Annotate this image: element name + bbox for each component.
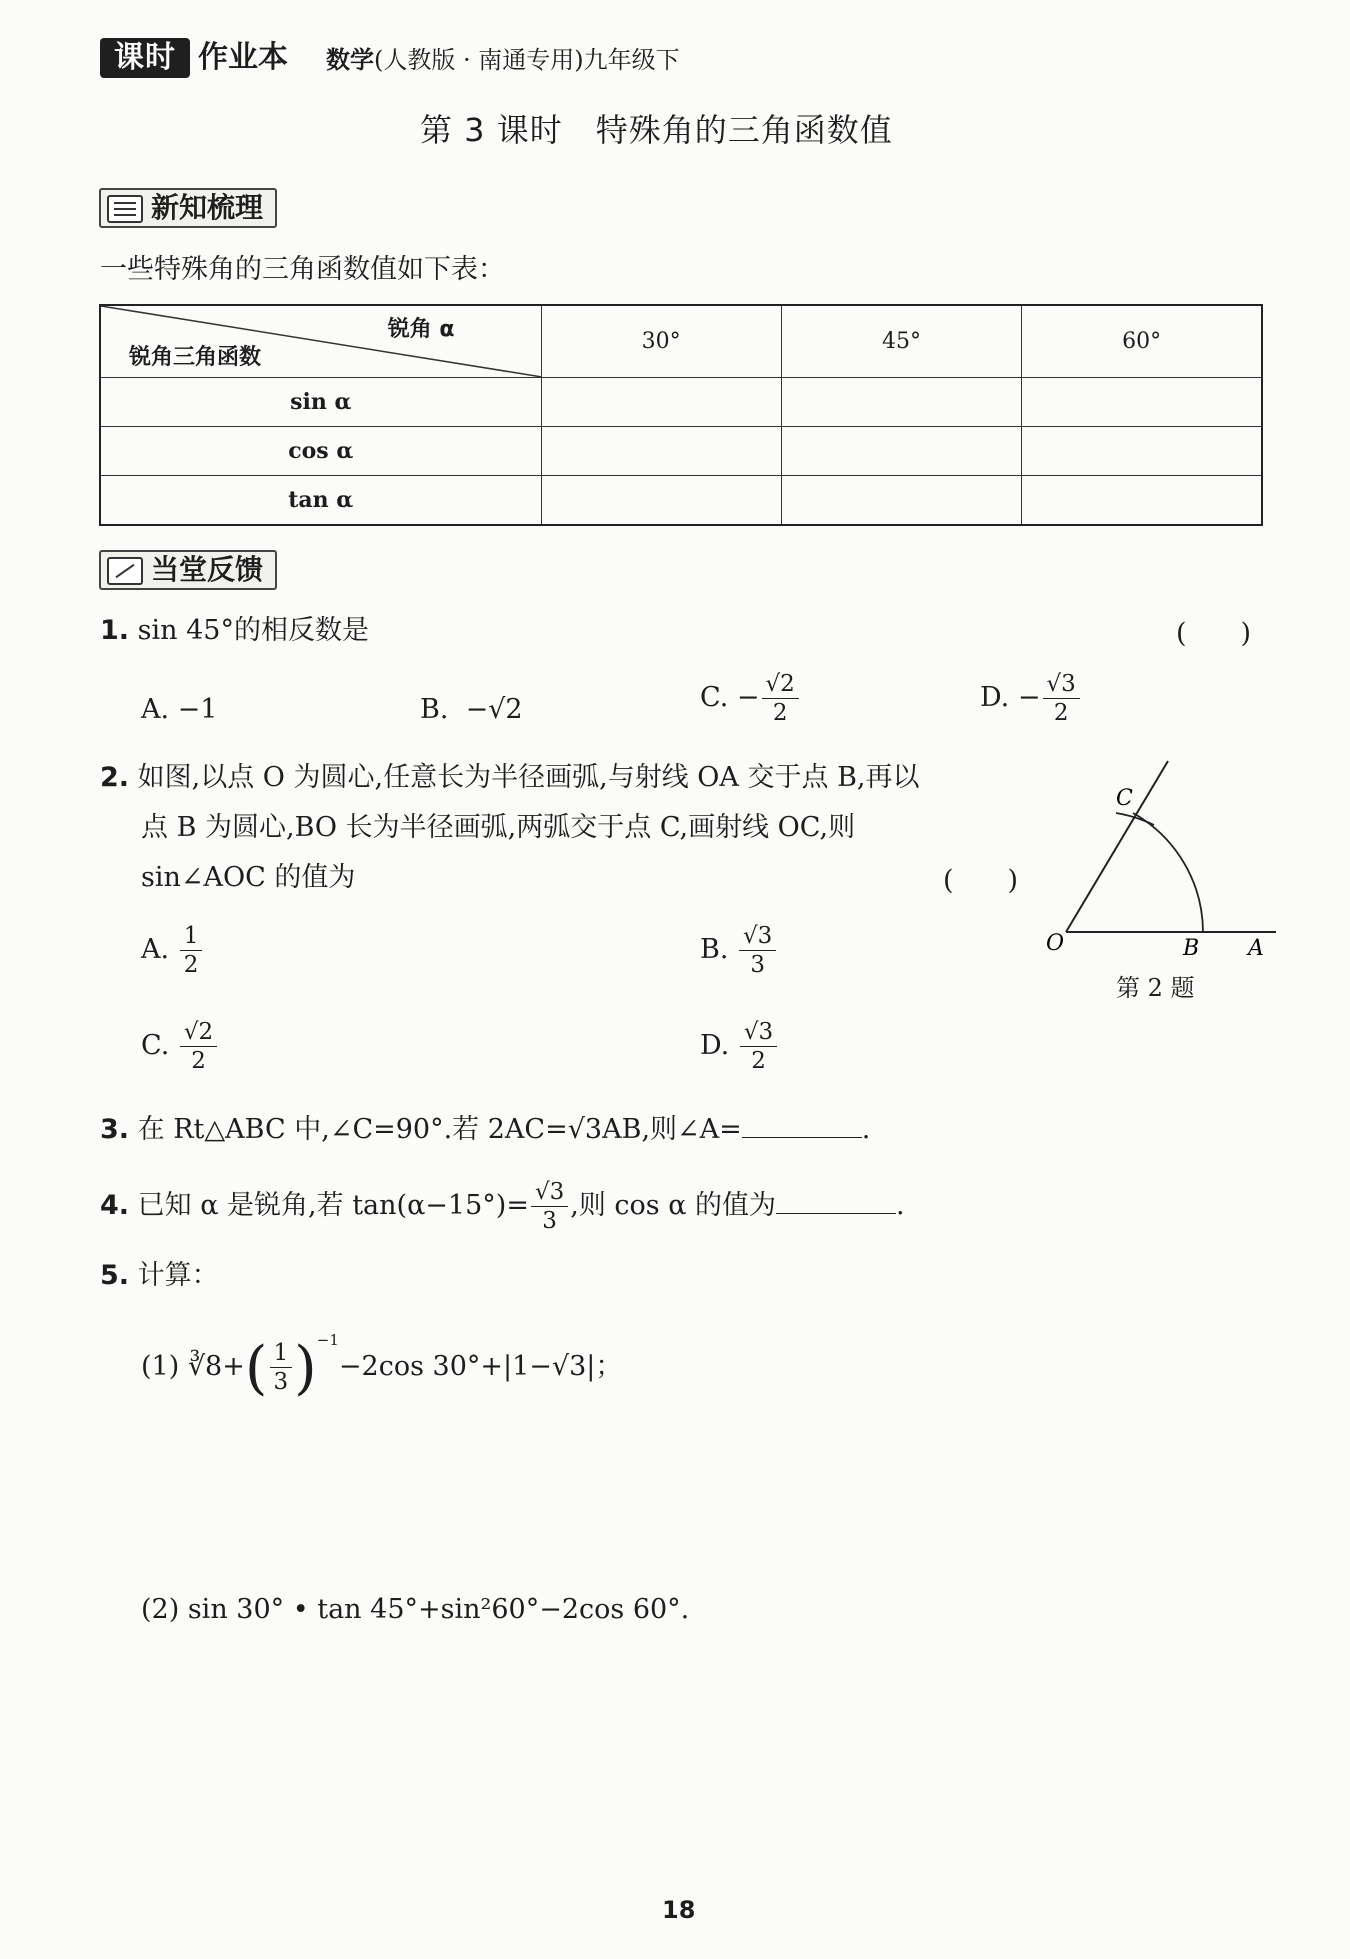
expression-rest: −2cos 30°+|1−√3|； bbox=[338, 1351, 623, 1382]
question-end: . bbox=[896, 1190, 905, 1221]
question-number: 5. bbox=[100, 1260, 130, 1291]
fraction bbox=[739, 922, 776, 979]
q1-option-a[interactable]: A. −1 bbox=[141, 694, 218, 725]
option-value: −√2 bbox=[465, 694, 523, 725]
question-end: . bbox=[861, 1114, 871, 1145]
section-heading-new-knowledge bbox=[99, 188, 277, 228]
q2-option-c[interactable] bbox=[141, 1018, 219, 1075]
option-label: A. bbox=[141, 934, 170, 965]
answer-blank[interactable] bbox=[776, 1187, 896, 1214]
q5-part-2: (2) sin 30° • tan 45°+sin²60°−2cos 60°. bbox=[141, 1594, 690, 1625]
fraction bbox=[740, 1018, 777, 1075]
table-cell[interactable] bbox=[781, 476, 1021, 526]
row-label-tan: tan α bbox=[100, 476, 541, 526]
q1-option-c[interactable] bbox=[700, 670, 801, 727]
fraction bbox=[762, 670, 799, 727]
question-text: 已知 α 是锐角,若 tan(α−15°)= bbox=[137, 1190, 529, 1221]
minus-sign: − bbox=[736, 682, 760, 713]
q1-option-b[interactable] bbox=[420, 690, 523, 730]
question-number: 1. bbox=[100, 615, 130, 646]
option-label: C. bbox=[141, 1030, 170, 1061]
option-label: D. bbox=[700, 1030, 730, 1061]
row-label-cos: cos α bbox=[100, 427, 541, 476]
trig-value-table bbox=[99, 304, 1263, 526]
q5-part-1 bbox=[141, 1320, 623, 1402]
option-label: B. bbox=[700, 934, 729, 965]
denominator: 2 bbox=[751, 1048, 766, 1074]
section-title: 当堂反馈 bbox=[151, 553, 264, 586]
numerator: √2 bbox=[762, 670, 799, 699]
answer-bracket[interactable]: ( ) bbox=[1176, 618, 1252, 649]
q2-option-b[interactable] bbox=[700, 922, 778, 979]
intro-text: 一些特殊角的三角函数值如下表： bbox=[100, 254, 505, 285]
numerator: 1 bbox=[180, 922, 203, 951]
fraction bbox=[180, 922, 203, 979]
fraction bbox=[531, 1178, 568, 1235]
table-cell[interactable] bbox=[781, 427, 1021, 476]
question-text-line-2: 点 B 为圆心,BO 长为半径画弧,两弧交于点 C,画射线 OC,则 bbox=[141, 812, 856, 843]
option-label: D. bbox=[980, 682, 1010, 713]
numerator: √3 bbox=[531, 1178, 568, 1207]
question-number: 3. bbox=[100, 1114, 130, 1145]
table-cell[interactable] bbox=[1022, 427, 1262, 476]
cube-root-term: ∛8+ bbox=[187, 1351, 245, 1382]
fraction bbox=[180, 1018, 217, 1075]
table-cell[interactable] bbox=[1022, 378, 1262, 427]
numerator: √3 bbox=[739, 922, 776, 951]
denominator: 2 bbox=[1053, 700, 1069, 726]
part-label: (1) bbox=[141, 1351, 180, 1382]
row-label-sin: sin α bbox=[100, 378, 541, 427]
fraction bbox=[1043, 670, 1080, 727]
question-5 bbox=[100, 1256, 219, 1296]
question-1 bbox=[100, 611, 369, 651]
numerator: √2 bbox=[180, 1018, 217, 1047]
denominator: 2 bbox=[772, 700, 788, 726]
left-paren: ( bbox=[244, 1333, 268, 1402]
table-cell[interactable] bbox=[541, 476, 781, 526]
numerator: √3 bbox=[740, 1018, 777, 1047]
question-text: 在 Rt△ABC 中,∠C=90°.若 2AC=√3AB,则∠A= bbox=[137, 1114, 742, 1145]
pencil-icon bbox=[107, 557, 143, 585]
label-a: A bbox=[1248, 936, 1264, 961]
question-4 bbox=[100, 1178, 905, 1235]
answer-bracket[interactable]: ( ) bbox=[943, 865, 1019, 896]
corner-top-label: 锐角 α bbox=[387, 317, 455, 342]
question-text-line-3: sin∠AOC 的值为 bbox=[141, 862, 356, 893]
question-number: 2. bbox=[100, 762, 130, 793]
question-text: sin 45°的相反数是 bbox=[137, 615, 369, 646]
q2-option-a[interactable] bbox=[141, 922, 204, 979]
q2-option-d[interactable] bbox=[700, 1018, 779, 1075]
lesson-title: 第 3 课时 特殊角的三角函数值 bbox=[420, 111, 893, 149]
table-cell[interactable] bbox=[541, 378, 781, 427]
angle-header-30: 30° bbox=[541, 305, 781, 378]
exponent: −1 bbox=[316, 1331, 339, 1349]
corner-bottom-label: 锐角三角函数 bbox=[129, 345, 262, 370]
figure-caption: 第 2 题 bbox=[1116, 974, 1195, 1002]
question-2 bbox=[100, 758, 920, 798]
question-3 bbox=[100, 1110, 870, 1150]
question-text: 计算： bbox=[137, 1260, 219, 1291]
option-label: B. bbox=[420, 694, 449, 725]
brand-logo: 课时 bbox=[100, 38, 190, 78]
subject-rest: (人教版 · 南通专用)九年级下 bbox=[374, 46, 680, 74]
table-cell[interactable] bbox=[1022, 476, 1262, 526]
option-label: C. bbox=[700, 682, 729, 713]
table-cell[interactable] bbox=[781, 378, 1021, 427]
label-o: O bbox=[1046, 931, 1065, 956]
q2-geometry-figure bbox=[1040, 755, 1280, 965]
numerator: 1 bbox=[270, 1339, 293, 1368]
section-title: 新知梳理 bbox=[151, 191, 264, 224]
denominator: 3 bbox=[273, 1369, 289, 1395]
arc-centered-o bbox=[1133, 813, 1203, 932]
label-b: B bbox=[1183, 936, 1200, 961]
section-heading-feedback bbox=[99, 550, 277, 590]
brand-name: 作业本 bbox=[198, 40, 288, 75]
book-icon bbox=[107, 195, 143, 223]
answer-blank[interactable] bbox=[742, 1111, 862, 1138]
question-text-post: ,则 cos α 的值为 bbox=[570, 1190, 777, 1221]
denominator: 3 bbox=[542, 1208, 557, 1234]
angle-header-45: 45° bbox=[781, 305, 1021, 378]
denominator: 3 bbox=[750, 952, 765, 978]
q1-option-d[interactable] bbox=[980, 670, 1082, 727]
question-text-line-1: 如图,以点 O 为圆心,任意长为半径画弧,与射线 OA 交于点 B,再以 bbox=[137, 762, 920, 793]
table-cell[interactable] bbox=[541, 427, 781, 476]
page-number: 18 bbox=[662, 1896, 696, 1924]
numerator: √3 bbox=[1043, 670, 1080, 699]
fraction bbox=[270, 1339, 293, 1396]
table-corner-cell bbox=[100, 305, 541, 378]
right-paren: ) bbox=[294, 1333, 317, 1402]
denominator: 2 bbox=[191, 1048, 206, 1074]
denominator: 2 bbox=[183, 952, 199, 978]
minus-sign: − bbox=[1017, 682, 1041, 713]
subject-line bbox=[326, 44, 680, 76]
subject-bold: 数学 bbox=[326, 46, 374, 74]
label-c: C bbox=[1116, 786, 1133, 811]
angle-header-60: 60° bbox=[1022, 305, 1262, 378]
question-number: 4. bbox=[100, 1190, 130, 1221]
